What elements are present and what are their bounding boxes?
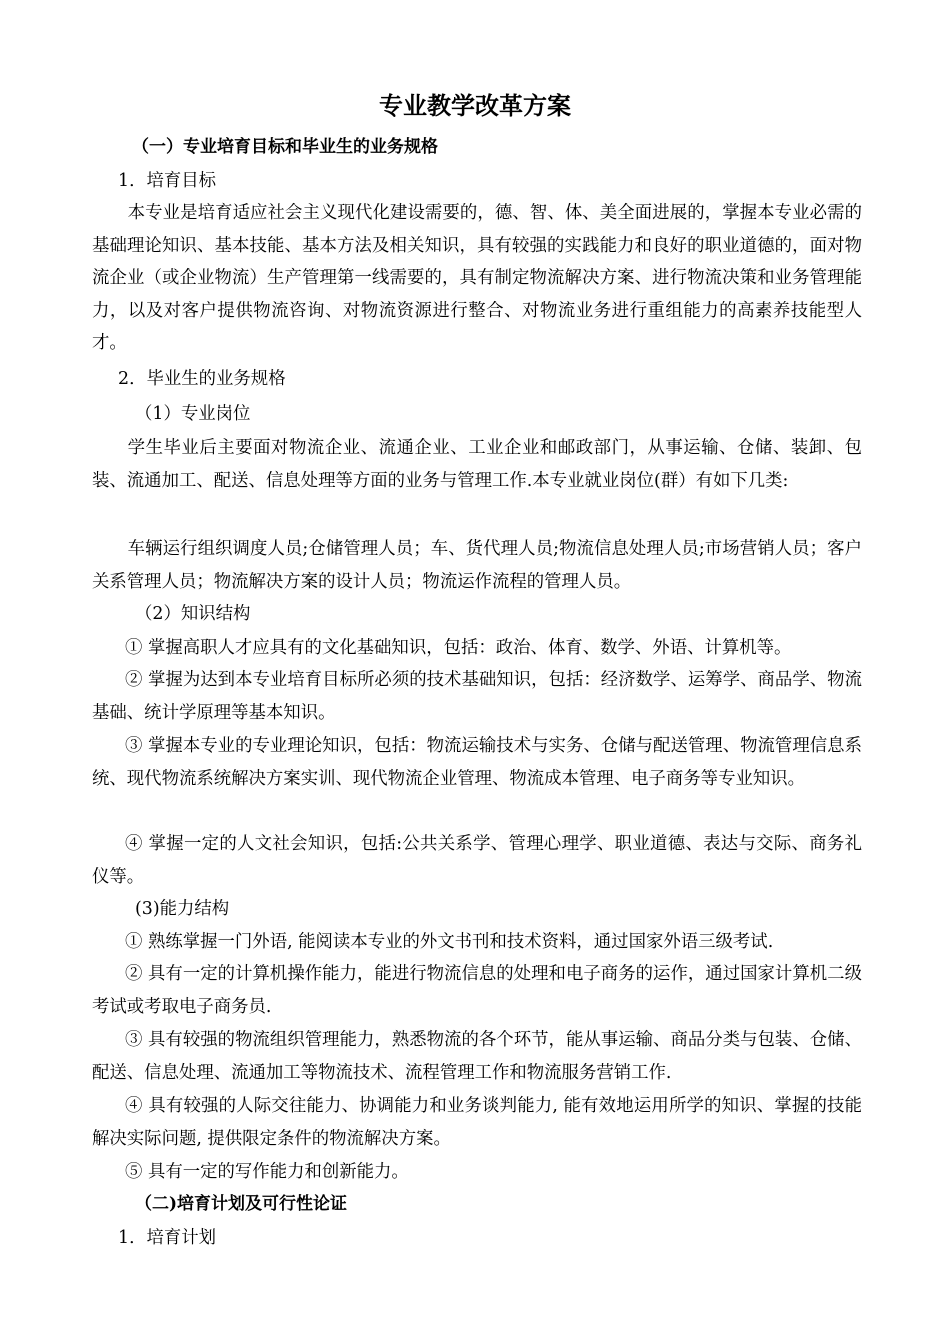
knowledge-item-3: ③ 掌握本专业的专业理论知识，包括：物流运输技术与实务、仓储与配送管理、物流管理信息系统、现代物流系统解决方案实训、现代物流企业管理、物流成本管理、电子商务等专业知识。	[92, 736, 862, 789]
section-heading-2: （二)培育计划及可行性论证	[135, 1194, 348, 1214]
knowledge-item-4: ④ 掌握一定的人文社会知识，包括:公共关系学、管理心理学、职业道德、表达与交际、商务礼仪等。	[92, 834, 862, 887]
subheading-graduate-spec: 2．毕业生的业务规格	[118, 369, 286, 389]
ability-item-1: ① 熟练掌握一门外语, 能阅读本专业的外文书刊和技术资料，通过国家外语三级考试.	[125, 932, 774, 952]
ability-item-4: ④ 具有较强的人际交往能力、协调能力和业务谈判能力, 能有效地运用所学的知识、掌握的技能解决实际问题, 提供限定条件的物流解决方案。	[92, 1096, 862, 1149]
section-heading-1: （一）专业培育目标和毕业生的业务规格	[132, 137, 438, 157]
ability-item-3: ③ 具有较强的物流组织管理能力，熟悉物流的各个环节，能从事运输、商品分类与包装、仓储、配送、信息处理、流通加工等物流技术、流程管理工作和物流服务营销工作.	[92, 1030, 862, 1083]
subheading-knowledge: （2）知识结构	[135, 604, 251, 624]
knowledge-item-1: ① 掌握高职人才应具有的文化基础知识，包括：政治、体育、数学、外语、计算机等。	[125, 638, 792, 658]
ability-item-2: ② 具有一定的计算机操作能力，能进行物流信息的处理和电子商务的运作，通过国家计算机二级考试或考取电子商务员.	[92, 964, 862, 1017]
document-title: 专业教学改革方案	[379, 91, 571, 120]
paragraph-positions: 学生毕业后主要面对物流企业、流通企业、工业企业和邮政部门，从事运输、仓储、装卸、包装、流通加工、配送、信息处理等方面的业务与管理工作.本专业就业岗位(群）有如下几类:	[92, 438, 862, 491]
subheading-training-goal: 1．培育目标	[118, 171, 217, 191]
subheading-ability: (3)能力结构	[135, 899, 230, 919]
knowledge-item-2: ② 掌握为达到本专业培育目标所必须的技术基础知识，包括：经济数学、运筹学、商品学、物流基础、统计学原理等基本知识。	[92, 670, 862, 723]
ability-item-5: ⑤ 具有一定的写作能力和创新能力。	[125, 1162, 409, 1182]
subheading-positions: （1）专业岗位	[135, 404, 251, 424]
subheading-training-plan: 1．培育计划	[118, 1228, 217, 1248]
paragraph-position-list: 车辆运行组织调度人员;仓储管理人员；车、货代理人员;物流信息处理人员;市场营销人员；客户关系管理人员；物流解决方案的设计人员；物流运作流程的管理人员。	[92, 539, 862, 592]
paragraph-training-goal: 本专业是培育适应社会主义现代化建设需要的，德、智、体、美全面进展的，掌握本专业必需的基础理论知识、基本技能、基本方法及相关知识，具有较强的实践能力和良好的职业道德的，面对物流企业（或企业物流）生产管理第一线需要的，具有制定物流解决方案、进行物流决策和业务管理能力，以及对客户提供物流咨询、对物流资源进行整合、对物流业务进行重组能力的高素养技能型人才。	[92, 203, 862, 354]
